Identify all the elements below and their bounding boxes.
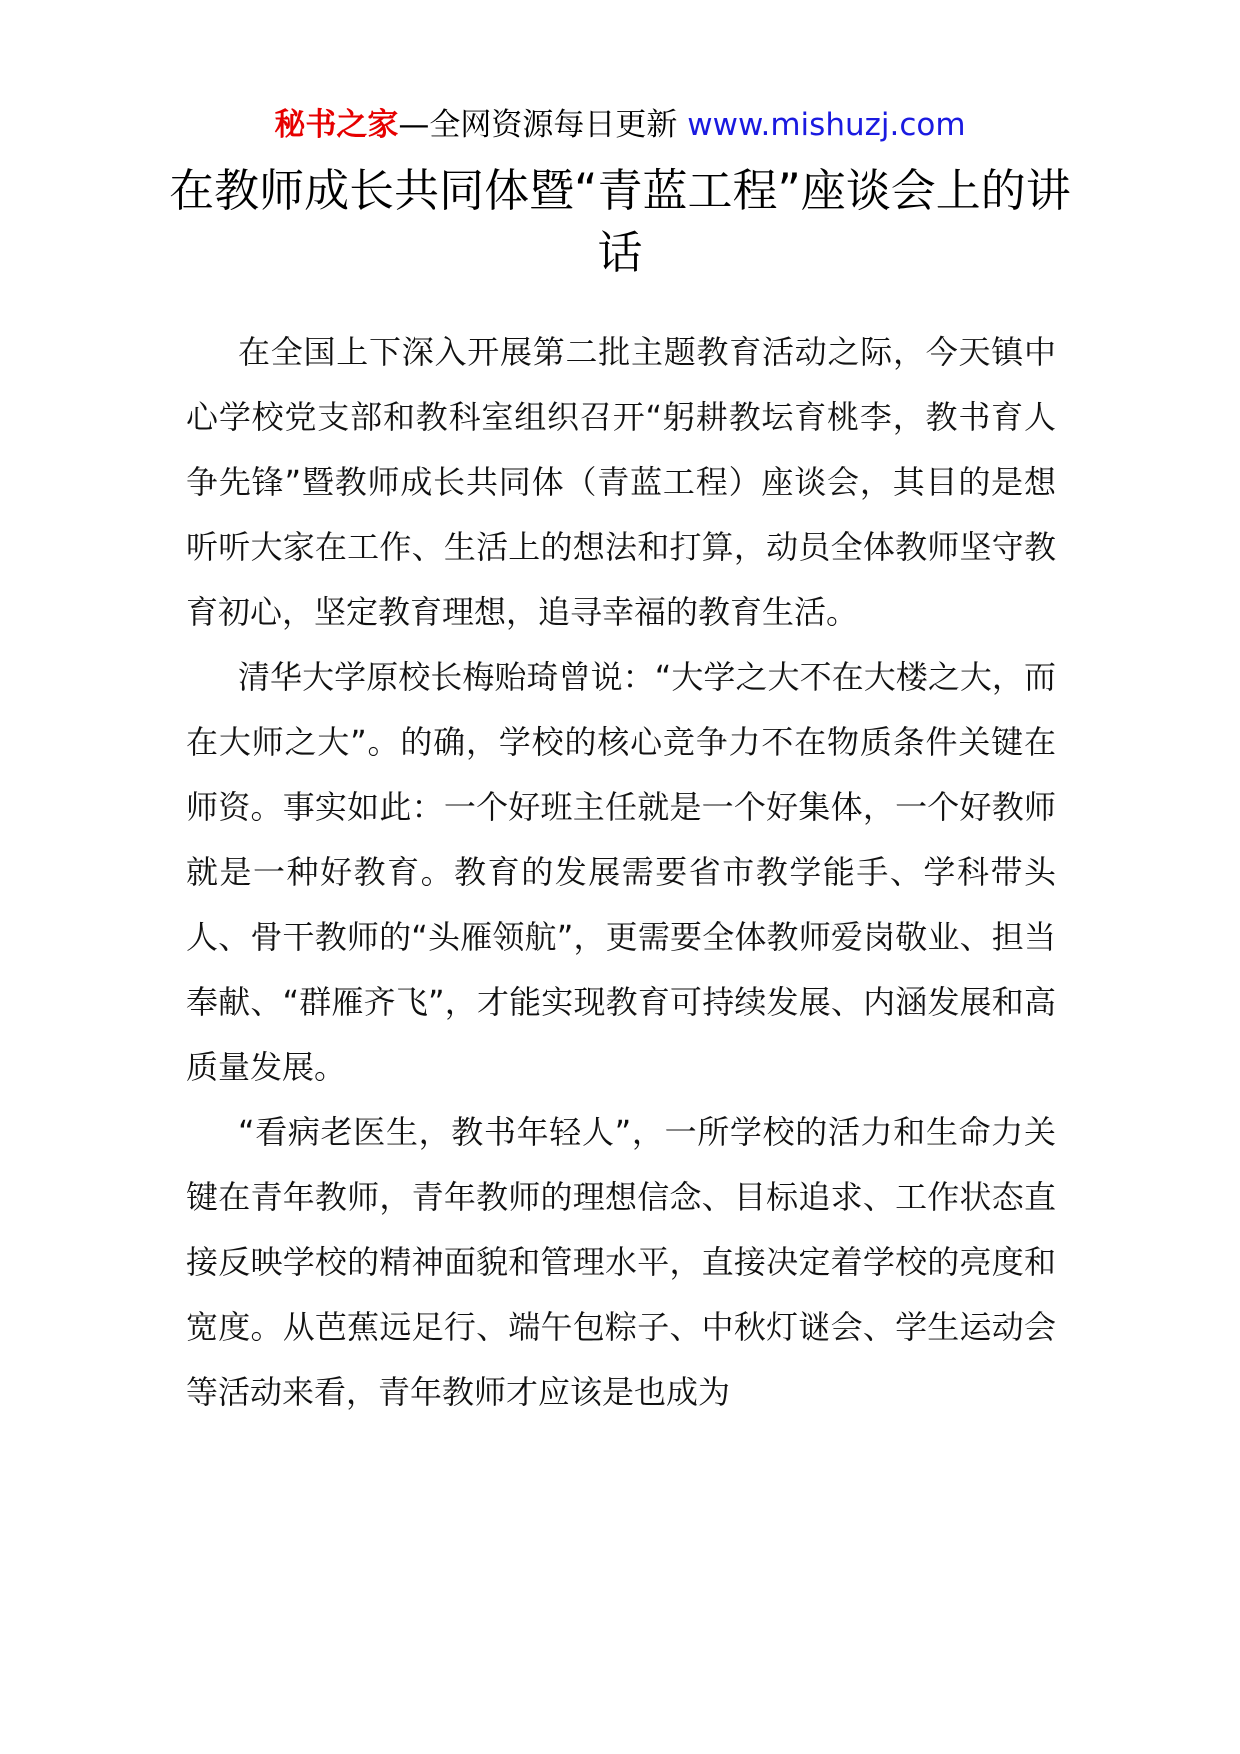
watermark-header: [0, 103, 1240, 147]
paragraph: 清华大学原校长梅贻琦曾说：“大学之大不在大楼之大，而在大师之大”。的确，学校的核心竞争力不在物质条件关键在师资。事实如此：一个好班主任就是一个好集体，一个好教师就是一种好教育。教育的发展需要省市教学能手、学科带头人、骨干教师的“头雁领航”，更需要全体教师爱岗敬业、担当奉献、“群雁齐飞”，才能实现教育可持续发展、内涵发展和高质量发展。: [186, 658, 1056, 1086]
brand-name: 秘书之家: [274, 107, 399, 143]
paragraph: “看病老医生，教书年轻人”，一所学校的活力和生命力关键在青年教师，青年教师的理想信念、目标追求、工作状态直接反映学校的精神面貌和管理水平，直接决定着学校的亮度和宽度。从芭蕉远足行、端午包粽子、中秋灯谜会、学生运动会等活动来看，青年教师才应该是也成为: [186, 1113, 1056, 1411]
paragraph: 在全国上下深入开展第二批主题教育活动之际，今天镇中心学校党支部和教科室组织召开“躬耕教坛育桃李，教书育人争先锋”暨教师成长共同体（青蓝工程）座谈会，其目的是想听听大家在工作、生活上的想法和打算，动员全体教师坚守教育初心，坚定教育理想，追寻幸福的教育生活。: [186, 333, 1056, 631]
document-title: 在教师成长共同体暨“青蓝工程”座谈会上的讲话: [169, 164, 1071, 279]
brand-tagline: —全网资源每日更新: [398, 107, 688, 143]
brand-url[interactable]: www.mishuzj.com: [687, 107, 966, 143]
document-body: [186, 320, 1056, 1425]
